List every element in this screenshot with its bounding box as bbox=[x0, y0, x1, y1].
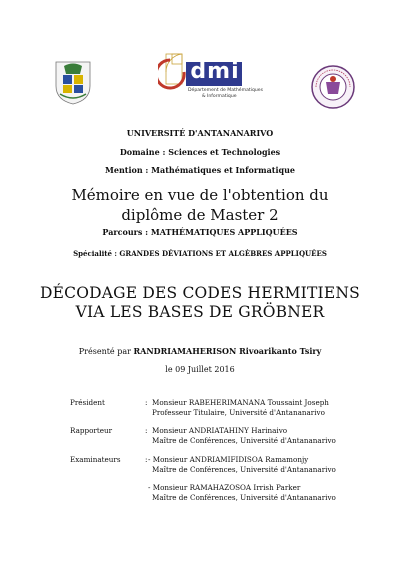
dmi-logo-line2: & Informatique bbox=[202, 94, 237, 99]
author-name: RANDRIAMAHERISON Rivoarikanto Tsiry bbox=[133, 346, 322, 356]
thesis-title-line1: DÉCODAGE DES CODES HERMITIENS bbox=[40, 284, 360, 302]
rapporteur-name: Monsieur ANDRIATAHINY Harinaivo bbox=[152, 426, 288, 435]
mention-line: Mention : Mathématiques et Informatique bbox=[105, 165, 295, 175]
dmi-logo bbox=[158, 52, 264, 107]
memoire-title-line1: Mémoire en vue de l'obtention du bbox=[71, 186, 329, 204]
domaine-line: Domaine : Sciences et Technologies bbox=[119, 147, 281, 157]
examinateur-1-title: Maître de Conférences, Université d'Antananarivo bbox=[152, 465, 336, 474]
presented-by-prefix: Présenté par bbox=[78, 347, 134, 356]
memoire-title-line2: diplôme de Master 2 bbox=[121, 206, 279, 224]
faculty-seal-logo bbox=[310, 64, 356, 110]
university-seal-logo bbox=[52, 58, 94, 106]
presented-by bbox=[0, 346, 400, 356]
examinateurs-role: Examinateurs bbox=[70, 455, 121, 464]
dmi-logo-text: dmi bbox=[190, 59, 240, 84]
examinateur-2-title: Maître de Conférences, Université d'Antananarivo bbox=[152, 493, 336, 502]
examinateur-1-name: - Monsieur ANDRIAMIFIDISOA Ramamonjy bbox=[148, 455, 309, 464]
university-name: UNIVERSITÉ D'ANTANANARIVO bbox=[126, 128, 274, 138]
examinateurs-colon: : bbox=[145, 455, 148, 464]
president-name: Monsieur RABEHERIMANANA Toussaint Joseph bbox=[152, 398, 329, 407]
president-colon: : bbox=[145, 398, 148, 407]
thesis-title-line2: VIA LES BASES DE GRÖBNER bbox=[75, 303, 325, 321]
examinateur-2-name: - Monsieur RAMAHAZOSOA Irrish Parker bbox=[148, 483, 301, 492]
rapporteur-role: Rapporteur bbox=[70, 426, 113, 435]
president-title: Professeur Titulaire, Université d'Antananarivo bbox=[152, 408, 325, 417]
specialite-line: Spécialité : GRANDES DÉVIATIONS ET ALGÈBRES APPLIQUÉES bbox=[73, 249, 327, 258]
rapporteur-colon: : bbox=[145, 426, 148, 435]
parcours-line: Parcours : MATHÉMATIQUES APPLIQUÉES bbox=[102, 227, 298, 237]
president-role: Président bbox=[70, 398, 105, 407]
dmi-logo-line1: Département de Mathématiques bbox=[188, 88, 264, 93]
defense-date: le 09 Juillet 2016 bbox=[165, 365, 235, 374]
rapporteur-title: Maître de Conférences, Université d'Antananarivo bbox=[152, 436, 336, 445]
